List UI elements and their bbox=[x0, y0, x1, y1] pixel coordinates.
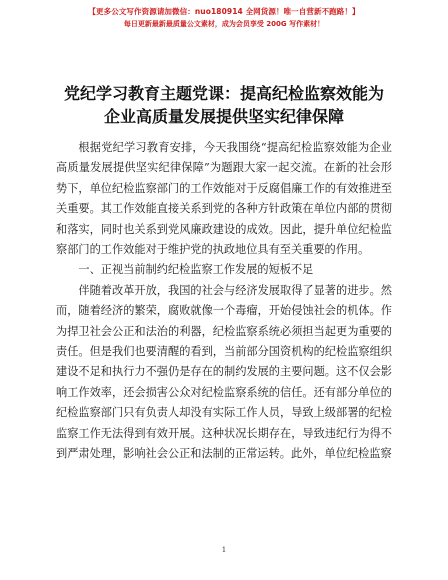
page-number: 1 bbox=[221, 546, 227, 554]
section-heading: 一、正视当前制约纪检监察工作发展的短板不足 bbox=[78, 263, 314, 277]
body-paragraph: 伴随着改革开放，我国的社会与经济发展取得了显著的进步。然而，随着经济的繁荣，腐败就像一个毒瘤，开始侵蚀社会的机体。作为捍卫社会公正和法治的利器，纪检监察系统必须担当起更为重要的责任。但是我们也要清醒的看到，当前部分国资机构的纪检监察组织建设不足和执行力不强仍是存在的制约发展的主要问题。这不仅会影响工作效率，还会损害公众对纪检监察系统的信任。还有部分单位的纪检监察部门只有负责人却没有实际工作人员，导致上级部署的纪检监察工作无法得到有效开展。这种状况长期存在，导致违纪行为得不到严肃处理，影响社会公正和法制的正常运转。此外，单位纪检监察 bbox=[56, 283, 392, 461]
document-title bbox=[40, 82, 408, 128]
promo-banner bbox=[0, 6, 448, 30]
document-title-line2: 企业高质量发展提供坚实纪律保障 bbox=[103, 107, 344, 126]
intro-paragraph: 根据党纪学习教育安排，今天我围绕“提高纪检监察效能为企业高质量发展提供坚实纪律保障”为题跟大家一起交流。在新的社会形势下，单位纪检监察部门的工作效能对于反腐倡廉工作的有效推进至关重要。其工作效能直接关系到党的各种方针政策在单位内部的贯彻和落实，同时也关系到党风廉政建设的成效。因此，提升单位纪检监察部门的工作效能对于维护党的执政地位具有至关重要的作用。 bbox=[56, 141, 392, 257]
promo-banner-line2: 每日更新最新最质量公文素材，成为会员享受 200G 写作素材！ bbox=[123, 20, 325, 28]
document-title-line1: 党纪学习教育主题党课：提高纪检监察效能为 bbox=[63, 84, 384, 103]
document-body bbox=[56, 138, 392, 465]
promo-banner-line1: 【更多公文写作资源请加微信：nuo180914 全网货源！唯一自营新不跑路！】 bbox=[88, 7, 360, 16]
